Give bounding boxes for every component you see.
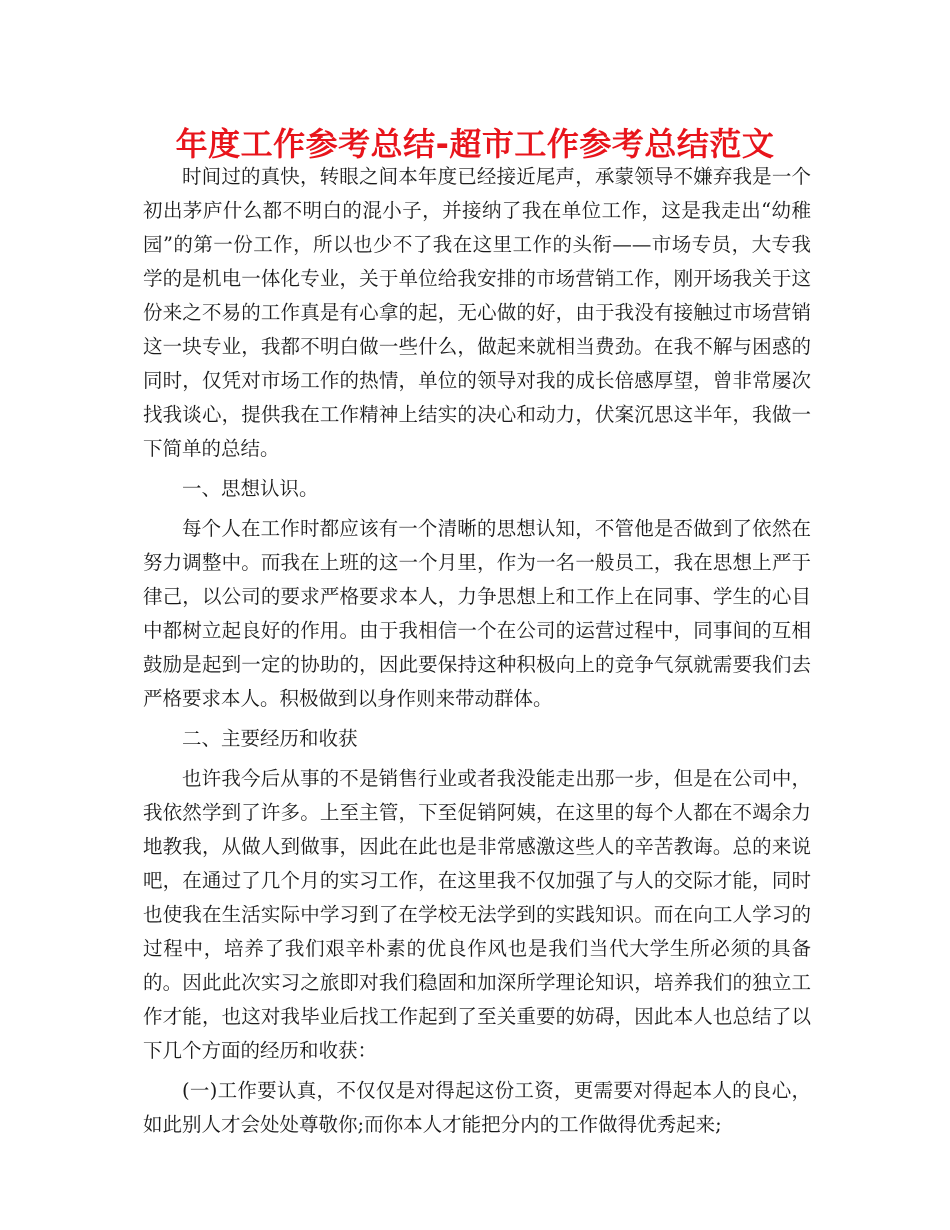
document-title: 年度工作参考总结-超市工作参考总结范文 bbox=[175, 125, 775, 163]
paragraph-intro: 时间过的真快，转眼之间本年度已经接近尾声，承蒙领导不嫌弃我是一个初出茅庐什么都不明白的混小子，并接纳了我在单位工作，这是我走出“幼稚园”的第一份工作，所以也少不了我在这里工作的头衔——市场专员，大专我学的是机电一体化专业，关于单位给我安排的市场营销工作，刚开场我关于这份来之不易的工作真是有心拿的起，无心做的好，由于我没有接触过市场营销这一块专业，我都不明白做一些什么，做起来就相当费劲。在我不解与困惑的同时，仅凭对市场工作的热情，单位的领导对我的成长倍感厚望，曾非常屡次找我谈心，提供我在工作精神上结实的决心和动力，伏案沉思这半年，我做一下简单的总结。 bbox=[143, 165, 811, 460]
paragraph-experience: 也许我今后从事的不是销售行业或者我没能走出那一步，但是在公司中，我依然学到了许多。上至主管，下至促销阿姨，在这里的每个人都在不竭余力地教我，从做人到做事，因此在此也是非常感激这些人的辛苦教诲。总的来说吧，在通过了几个月的实习工作，在这里我不仅加强了与人的交际才能，同时也使我在生活实际中学习到了在学校无法学到的实践知识。而在向工人学习的过程中，培养了我们艰辛朴素的优良作风也是我们当代大学生所必须的具备的。因此此次实习之旅即对我们稳固和加深所学理论知识，培养我们的独立工作才能，也这对我毕业后找工作起到了至关重要的妨碍，因此本人也总结了以下几个方面的经历和收获： bbox=[143, 767, 811, 1062]
paragraph-thinking: 每个人在工作时都应该有一个清晰的思想认知，不管他是否做到了依然在努力调整中。而我在上班的这一个月里，作为一名一般员工，我在思想上严于律己，以公司的要求严格要求本人，力争思想上和工作上在同事、学生的心目中都树立起良好的作用。由于我相信一个在公司的运营过程中，同事间的互相鼓励是起到一定的协助的，因此要保持这种积极向上的竞争气氛就需要我们去严格要求本人。积极做到以身作则来带动群体。 bbox=[143, 517, 811, 710]
document-body bbox=[143, 160, 811, 1142]
section-heading-thinking: 一、思想认识。 bbox=[182, 477, 319, 500]
section-heading-experience: 二、主要经历和收获 bbox=[182, 727, 358, 750]
paragraph-point-one: (一)工作要认真，不仅仅是对得起这份工资，更需要对得起本人的良心，如此别人才会处处尊敬你;而你本人才能把分内的工作做得优秀起来; bbox=[143, 1079, 811, 1136]
